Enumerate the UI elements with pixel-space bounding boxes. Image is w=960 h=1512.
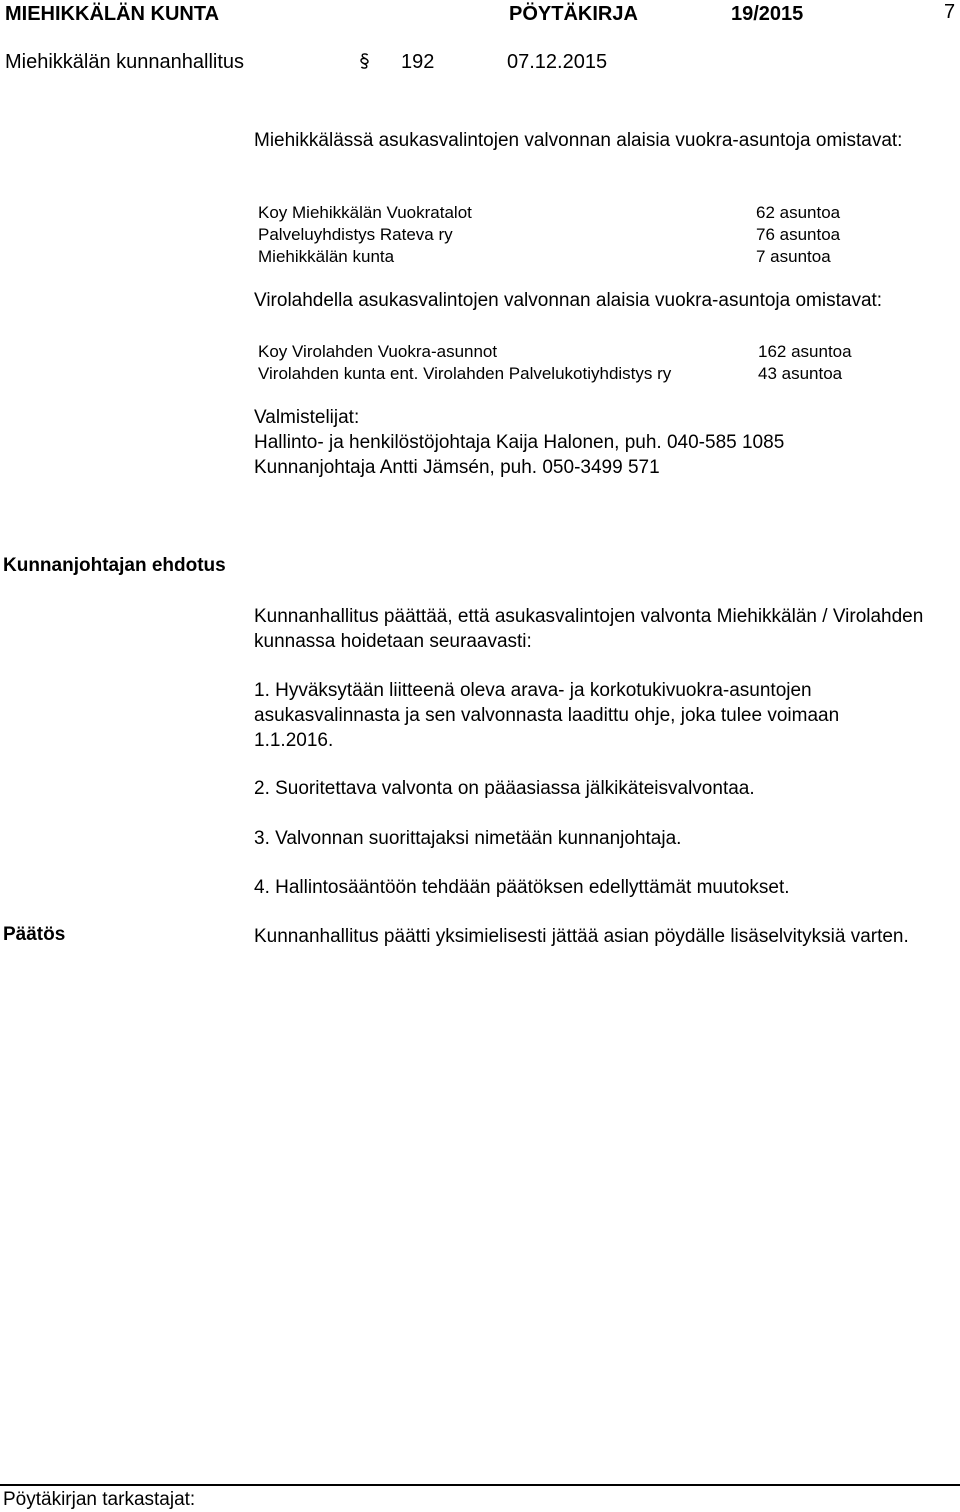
decision-text: Kunnanhallitus päätti yksimielisesti jättää asian pöydälle lisäselvityksiä varten. xyxy=(254,926,909,947)
owner-count: 7 asuntoa xyxy=(756,247,831,266)
miehikkala-heading: Miehikkälässä asukasvalintojen valvonnan alaisia vuokra-asuntoja omistavat: xyxy=(254,130,903,151)
footer-label: Pöytäkirjan tarkastajat: xyxy=(3,1489,196,1510)
meeting-date: 07.12.2015 xyxy=(507,51,608,73)
owner-count: 162 asuntoa xyxy=(758,342,852,361)
owner-name: Virolahden kunta ent. Virolahden Palvelukotiyhdistys ry xyxy=(258,364,672,383)
owner-count: 76 asuntoa xyxy=(756,225,841,244)
proposal-item: 2. Suoritettava valvonta on pääasiassa jälkikäteisvalvontaa. xyxy=(254,778,755,799)
preparer-line: Kunnanjohtaja Antti Jämsén, puh. 050-3499 571 xyxy=(254,457,660,478)
section-sign-icon xyxy=(359,52,370,70)
decision-label: Päätös xyxy=(3,924,66,945)
proposal-label: Kunnanjohtajan ehdotus xyxy=(3,555,226,576)
proposal-item: 3. Valvonnan suorittajaksi nimetään kunnanjohtaja. xyxy=(254,828,682,849)
footer-divider xyxy=(0,1484,960,1486)
body-name: Miehikkälän kunnanhallitus xyxy=(5,51,245,73)
preparer-line: Hallinto- ja henkilöstöjohtaja Kaija Halonen, puh. 040-585 1085 xyxy=(254,432,785,453)
owner-name: Koy Miehikkälän Vuokratalot xyxy=(258,203,472,222)
section-number: 192 xyxy=(401,51,435,73)
virolahti-heading: Virolahdella asukasvalintojen valvonnan alaisia vuokra-asuntoja omistavat: xyxy=(254,290,883,311)
proposal-item: 1. Hyväksytään liitteenä oleva arava- ja korkotukivuokra-asuntojen asukasvalinnasta ja sen valvonnasta laadittu ohje, joka tulee voimaan 1.1.2016. xyxy=(254,680,840,751)
org-name: MIEHIKKÄLÄN KUNTA xyxy=(5,3,220,25)
owner-name: Koy Virolahden Vuokra-asunnot xyxy=(258,342,498,361)
proposal-item: 4. Hallintosääntöön tehdään päätöksen edellyttämät muutokset. xyxy=(254,877,790,898)
owner-name: Palveluyhdistys Rateva ry xyxy=(258,225,453,244)
preparers-label: Valmistelijat: xyxy=(254,407,360,428)
owner-count: 43 asuntoa xyxy=(758,364,843,383)
proposal-intro: Kunnanhallitus päättää, että asukasvalintojen valvonta Miehikkälän / Virolahden kunnassa hoidetaan seuraavasti: xyxy=(254,606,924,652)
document-number: 19/2015 xyxy=(731,3,804,25)
document-type: PÖYTÄKIRJA xyxy=(509,3,638,25)
owner-count: 62 asuntoa xyxy=(756,203,841,222)
page-number: 7 xyxy=(944,1,956,23)
owner-name: Miehikkälän kunta xyxy=(258,247,395,266)
